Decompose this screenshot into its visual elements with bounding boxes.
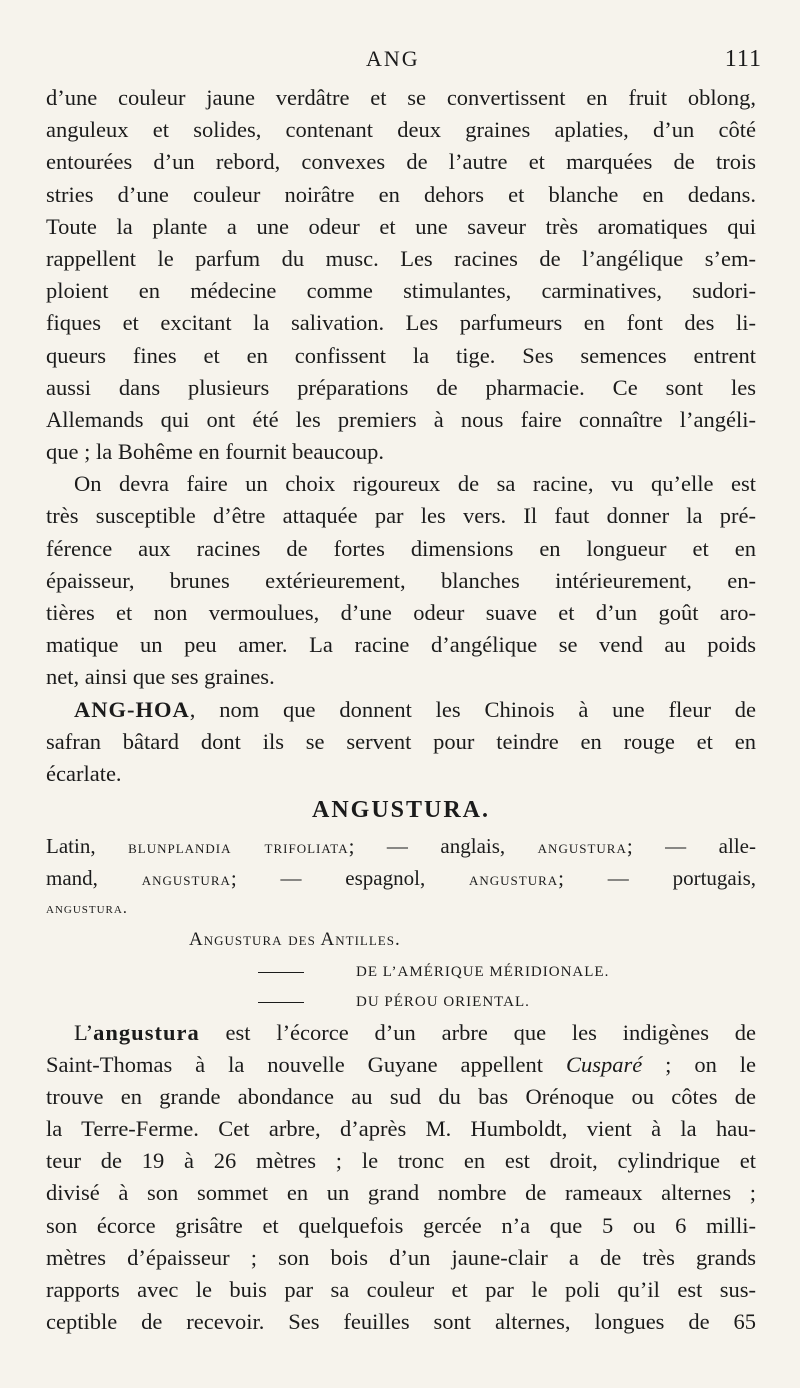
text-line: la Terre-Ferme. Cet arbre, d’après M. Humboldt, vient à la hau- (46, 1116, 756, 1142)
running-header (0, 46, 800, 76)
text-line: mètres d’épaisseur ; son bois d’un jaune-clair a de très grands (46, 1244, 756, 1270)
paragraph-angelique-description (46, 82, 756, 468)
text-line: tières et non vermoulues, d’une odeur suave et d’un goût aro- (46, 600, 756, 625)
variety-item (46, 957, 756, 987)
lang-label: mand, (46, 866, 142, 891)
entry-title-angustura: ANGUSTURA. (311, 797, 490, 824)
page-body (46, 82, 756, 1338)
text-line: anguleux et solides, contenant deux graines aplaties, d’un côté (46, 117, 756, 143)
paragraph-angustura-description (46, 1017, 756, 1339)
text-line: divisé à son sommet en un grand nombre de rameaux alternes ; (46, 1180, 756, 1206)
synonyms-block (46, 830, 756, 922)
text-line: Toute la plante a une odeur et une saveur très aromatiques qui (46, 213, 756, 239)
text-line: rappellent le parfum du musc. Les racines de l’angélique s’em- (46, 245, 756, 271)
text-line: On devra faire un choix rigoureux de sa racine, vu qu’elle est (74, 471, 756, 497)
text-line: son écorce grisâtre et quelquefois gercée n’a que 5 ou 6 milli- (46, 1212, 756, 1238)
variety-item (46, 987, 756, 1017)
text-line: férence aux racines de fortes dimensions en longueur et en (46, 535, 756, 561)
text-line: d’une couleur jaune verdâtre et se convertissent en fruit oblong, (46, 85, 756, 110)
page-number: 111 (724, 46, 762, 72)
text-line: aussi dans plusieurs préparations de pharmacie. Ce sont les (46, 374, 756, 400)
text-line: que ; la Bohême en fournit beaucoup. (46, 439, 385, 465)
text-line: teur de 19 à 26 mètres ; le tronc en est droit, cylindrique et (46, 1148, 756, 1174)
text-line (46, 862, 756, 894)
text-span: ; on le (642, 1051, 756, 1077)
entry-text: , nom que donnent les Chinois à une fleur de (189, 696, 756, 722)
text-line: ploient en médecine comme stimulantes, carminatives, sudori- (46, 278, 756, 304)
text-line: angustura. (46, 899, 128, 917)
paragraph-racine-choix (46, 468, 756, 693)
entry-term: ANG-HOA (74, 696, 190, 722)
text-line: Allemands qui ont été les premiers à nous faire connaître l’angéli- (46, 406, 756, 432)
running-head-word: ANG (366, 46, 420, 71)
lang-label: ; — portugais, (558, 866, 757, 891)
synonym-name: blunplandia trifoliata (128, 837, 349, 859)
entry-ang-hoa (46, 694, 756, 791)
lang-label: ; — alle- (626, 834, 756, 859)
italic-term: Cusparé (565, 1051, 643, 1077)
varieties-list (46, 923, 756, 1017)
text-line (46, 694, 756, 726)
text-line: matique un peu amer. La racine d’angélique se vend au poids (46, 632, 756, 658)
text-span: L’ (74, 1019, 94, 1045)
text-line: entourées d’un rebord, convexes de l’autre et marquées de trois (46, 149, 756, 175)
ditto-dash (258, 972, 304, 973)
text-line: net, ainsi que ses graines. (46, 664, 275, 690)
text-line (46, 1017, 756, 1049)
synonym-name: angustura (141, 869, 231, 891)
text-line: fiques et excitant la salivation. Les parfumeurs en font des li- (46, 310, 756, 336)
text-line: écarlate. (46, 760, 122, 786)
text-line: stries d’une couleur noirâtre en dehors et blanche en dedans. (46, 181, 756, 207)
variety-label: DE L’AMÉRIQUE MÉRIDIONALE. (356, 963, 610, 980)
text-line: queurs fines et en confissent la tige. Ses semences entrent (46, 342, 756, 368)
synonym-name: angustura (469, 869, 559, 891)
text-span: Saint-Thomas à la nouvelle Guyane appellent (46, 1051, 566, 1077)
text-line: épaisseur, brunes extérieurement, blanches intérieurement, en- (46, 567, 756, 593)
ditto-dash (258, 1002, 304, 1003)
lang-label: ; — espagnol, (230, 866, 469, 891)
text-span: est l’écorce d’un arbre que les indigènes de (199, 1019, 756, 1045)
variety-item: Angustura des Antilles. (189, 928, 401, 950)
variety-label: DU PÉROU ORIENTAL. (356, 993, 530, 1010)
text-line: safran bâtard dont ils se servent pour teindre en rouge et en (46, 728, 756, 754)
text-line: très susceptible d’être attaquée par les vers. Il faut donner la pré- (46, 503, 756, 529)
synonym-name: angustura (537, 837, 627, 859)
text-line (46, 830, 756, 862)
lang-label: Latin, (46, 834, 129, 859)
text-line (46, 1049, 756, 1081)
lang-label: ; — anglais, (348, 834, 538, 859)
entry-term: angustura (93, 1019, 200, 1045)
text-line: rapports avec le buis par sa couleur et par le poli qu’il est sus- (46, 1277, 756, 1302)
text-line: trouve en grande abondance au sud du bas Orénoque ou côtes de (46, 1083, 756, 1109)
text-line: ceptible de recevoir. Ses feuilles sont alternes, longues de 65 (46, 1309, 756, 1335)
